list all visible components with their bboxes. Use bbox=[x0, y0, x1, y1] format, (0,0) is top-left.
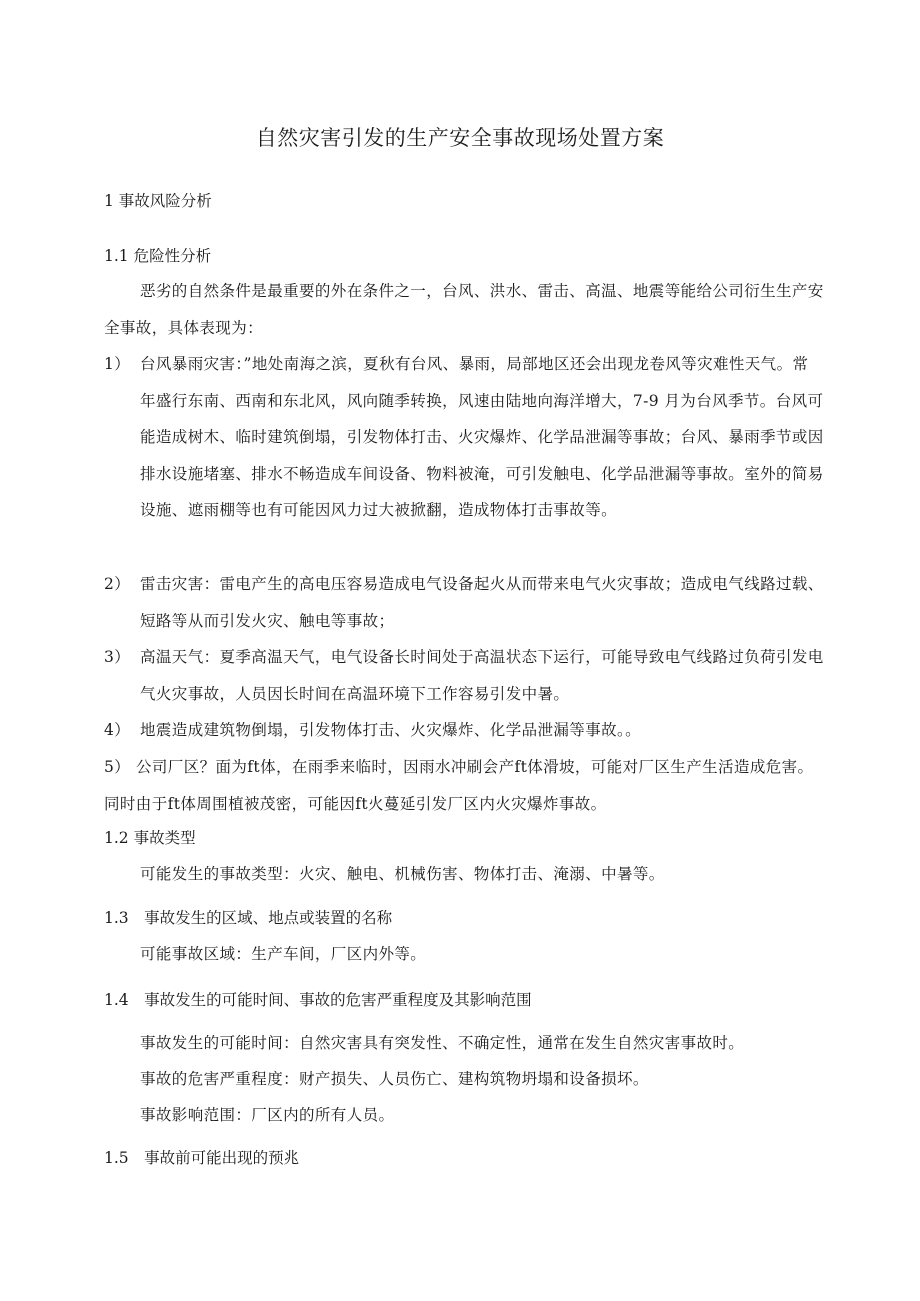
hazard-item-text: 台风暴雨灾害：”地处南海之滨，夏秋有台风、暴雨，局部地区还会出现龙卷风等灾难性天气。常年盛行东南、西南和东北风，风向随季转换，风速由陆地向海洋增大，7-9 月为台风季节。台风可能造成树木、临时建筑倒塌，引发物体打击、火灾爆炸、化学品泄漏等事故；台风、暴雨季节或因排水设施堵塞、排水不畅造成车间设备、物料被淹，可引发触电、化学品泄漏等事故。室外的简易设施、遮雨棚等也有可能因风力过大被掀翻，造成物体打击事故等。 bbox=[140, 355, 824, 520]
section-1-3-text: 可能事故区域：生产车间，厂区内外等。 bbox=[140, 945, 427, 963]
hazard-item-number: 3） bbox=[104, 648, 131, 666]
section-1-heading: 1 事故风险分析 bbox=[104, 192, 212, 210]
hazard-item-text: 公司厂区？面为ft体，在雨季来临时，因雨水冲刷会产ft体滑坡，可能对厂区生产生活造成危害。同时由于ft体周围植被茂密，可能因ft火蔓延引发厂区内火灾爆炸事故。 bbox=[104, 758, 814, 813]
hazard-item-text: 地震造成建筑物倒塌，引发物体打击、火灾爆炸、化学品泄漏等事故。。 bbox=[140, 721, 642, 739]
hazard-item-5 bbox=[104, 749, 824, 822]
section-1-1-heading: 1.1 危险性分析 bbox=[104, 247, 212, 265]
hazard-item-1 bbox=[104, 346, 824, 529]
hazard-item-number: 2） bbox=[104, 575, 131, 593]
section-1-2-text: 可能发生的事故类型：火灾、触电、机械伤害、物体打击、淹溺、中暑等。 bbox=[140, 865, 665, 883]
hazard-item-text: 雷击灾害：雷电产生的高电压容易造成电气设备起火从而带来电气火灾事故；造成电气线路过载、短路等从而引发火灾、触电等事故； bbox=[140, 575, 824, 630]
hazard-item-number: 4） bbox=[104, 721, 131, 739]
hazard-item-text: 高温天气：夏季高温天气，电气设备长时间处于高温状态下运行，可能导致电气线路过负荷引发电气火灾事故，人员因长时间在高温环境下工作容易引发中暑。 bbox=[140, 648, 824, 703]
hazard-item-number: 1） bbox=[104, 355, 131, 373]
document-title: 自然灾害引发的生产安全事故现场处置方案 bbox=[255, 126, 665, 150]
hazard-item-3 bbox=[104, 639, 824, 712]
section-1-4-heading: 1.4 事故发生的可能时间、事故的危害严重程度及其影响范围 bbox=[104, 991, 532, 1009]
hazard-item-2 bbox=[104, 566, 824, 639]
hazard-item-number: 5） bbox=[104, 758, 131, 776]
section-1-4-scope: 事故影响范围：厂区内的所有人员。 bbox=[140, 1106, 395, 1124]
section-1-5-heading: 1.5 事故前可能出现的预兆 bbox=[104, 1149, 300, 1167]
hazard-item-4 bbox=[104, 712, 824, 749]
section-1-4-time: 事故发生的可能时间：自然灾害具有突发性、不确定性，通常在发生自然灾害事故时。 bbox=[140, 1034, 745, 1052]
section-1-2-heading: 1.2 事故类型 bbox=[104, 829, 196, 847]
section-1-1-intro: 恶劣的自然条件是最重要的外在条件之一，台风、洪水、雷击、高温、地震等能给公司衍生生产安全事故，具体表现为： bbox=[104, 282, 824, 337]
section-1-3-heading: 1.3 事故发生的区域、地点或装置的名称 bbox=[104, 909, 393, 927]
section-1-4-severity: 事故的危害严重程度：财产损失、人员伤亡、建构筑物坍塌和设备损坏。 bbox=[140, 1070, 649, 1088]
